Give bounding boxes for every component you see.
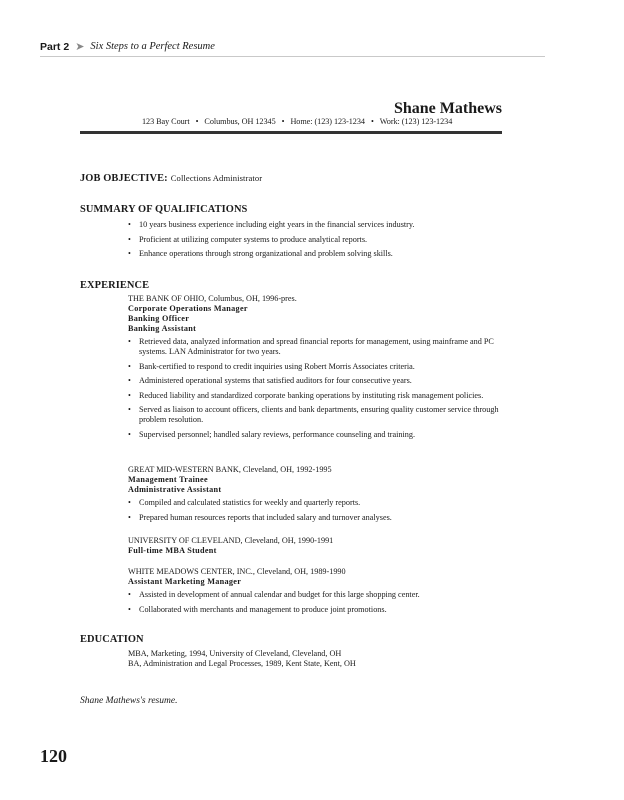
contact-address: 123 Bay Court [142,117,190,126]
resume-name: Shane Mathews [393,100,502,117]
list-item: • Assisted in development of annual calendar and budget for this large shopping center. [128,590,508,600]
job-title: Full-time MBA Student [128,546,217,555]
list-item: • Administered operational systems that satisfied auditors for four consecutive years. [128,376,508,386]
job-title: Assistant Marketing Manager [128,577,242,586]
list-item: • Proficient at utilizing computer systems to produce analytical reports. [128,235,508,245]
chapter-title: Six Steps to a Perfect Resume [90,41,215,52]
job-title: Administrative Assistant [128,485,222,494]
page-number: 120 [40,746,67,766]
objective-label: JOB OBJECTIVE: [80,173,168,184]
list-item: • Retrieved data, analyzed information and spread financial reports for management, using mainframe and PC systems. LAN Administrator for two years. [128,337,508,357]
list-item: • Collaborated with merchants and management to produce joint promotions. [128,605,508,615]
education-list [128,649,508,669]
job-university-of-cleveland [128,536,508,556]
list-item: • Reduced liability and standardized corporate banking operations by instituting risk management policies. [128,391,508,401]
job-title: Corporate Operations Manager [128,304,248,313]
figure-caption: Shane Mathews's resume. [80,696,178,706]
employer: GREAT MID-WESTERN BANK, Cleveland, OH, 1992-1995 [128,465,332,474]
education-item: MBA, Marketing, 1994, University of Cleveland, Cleveland, OH [128,649,342,658]
contact-line [142,117,452,126]
contact-separator: • [281,117,285,126]
name-rule [80,131,502,134]
summary-heading: SUMMARY OF QUALIFICATIONS [80,204,248,215]
contact-work-phone: Work: (123) 123-1234 [379,117,453,126]
list-item: • Bank-certified to respond to credit inquiries using Robert Morris Associates criteria. [128,362,508,372]
part-label: Part 2 [40,40,70,53]
list-item: • Prepared human resources reports that included salary and turnover analyses. [128,513,508,523]
job-great-mid-western-bank [128,465,508,527]
list-item: • 10 years business experience including eight years in the financial services industry. [128,220,508,230]
job-bank-of-ohio [128,294,508,445]
running-head [40,40,215,53]
job-title: Management Trainee [128,475,208,484]
header-rule [40,56,545,57]
list-item: • Served as liaison to account officers, clients and bank departments, ensuring quality customer service through problem resolution. [128,405,508,425]
list-item: • Supervised personnel; handled salary reviews, performance counseling and training. [128,430,508,440]
list-item: • Enhance operations through strong organizational and problem solving skills. [128,249,508,259]
job-title: Banking Officer [128,314,190,323]
objective-heading [80,173,262,184]
experience-heading: EXPERIENCE [80,280,150,291]
contact-city: Columbus, OH 12345 [204,117,276,126]
education-heading: EDUCATION [80,634,144,645]
employer: WHITE MEADOWS CENTER, INC., Cleveland, OH, 1989-1990 [128,567,346,576]
objective-value: Collections Administrator [170,173,263,183]
employer: UNIVERSITY OF CLEVELAND, Cleveland, OH, 1990-1991 [128,536,334,545]
job-white-meadows-center [128,567,508,619]
contact-home-phone: Home: (123) 123-1234 [290,117,365,126]
summary-list [128,220,508,264]
contact-separator: • [195,117,199,126]
employer: THE BANK OF OHIO, Columbus, OH, 1996-pres. [128,294,297,303]
contact-separator: • [370,117,374,126]
arrow-icon: ➤ [75,41,85,53]
list-item: • Compiled and calculated statistics for weekly and quarterly reports. [128,498,508,508]
education-item: BA, Administration and Legal Processes, 1989, Kent State, Kent, OH [128,659,356,668]
job-title: Banking Assistant [128,324,197,333]
